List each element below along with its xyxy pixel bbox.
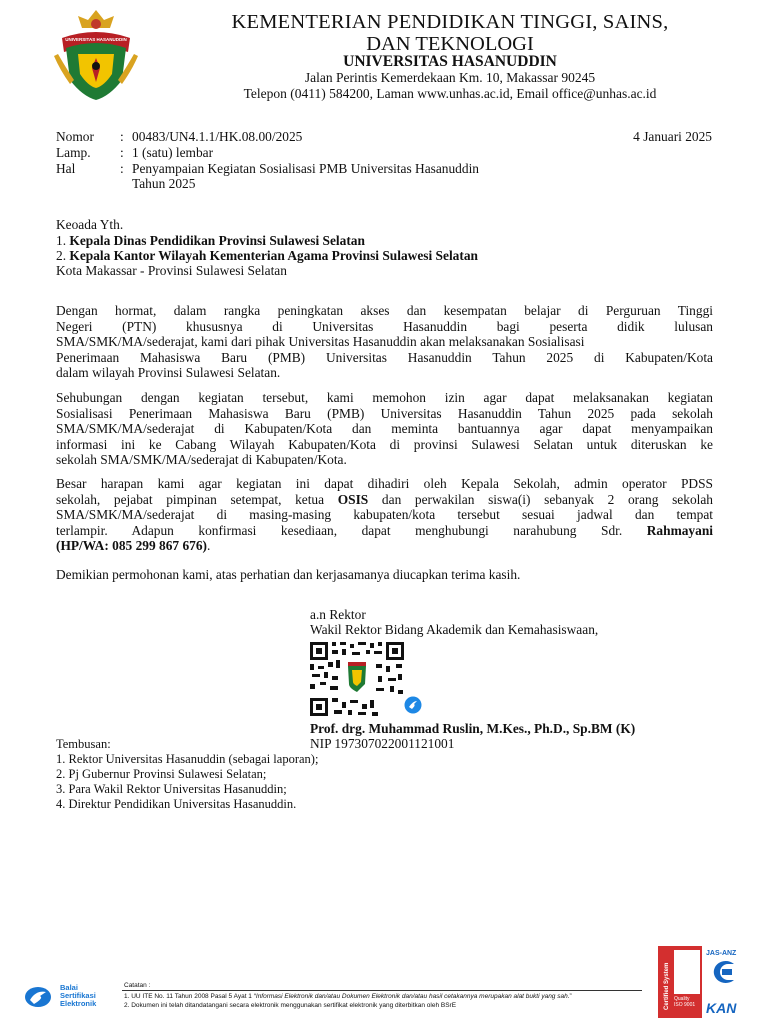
osis-text: OSIS	[337, 491, 369, 507]
signatory-position: Wakil Rektor Bidang Akademik dan Kemahasiswaan,	[310, 622, 599, 637]
hal-colon: :	[120, 161, 124, 176]
cc-item: 1. Rektor Universitas Hasanuddin (sebagai laporan);	[56, 752, 319, 766]
paragraph-2	[56, 390, 713, 468]
paragraph-line: Sosialisasi Penerimaan Mahasiswa Baru (PMB) Universitas Hasanuddin Tahun 2025 pada sekolah	[56, 405, 713, 421]
footer-note-text: 1. UU ITE No. 11 Tahun 2008 Pasal 5 Ayat 1 “	[124, 993, 256, 1000]
cc-item: 4. Direktur Pendidikan Universitas Hasanuddin.	[56, 797, 297, 811]
footer-note-quote: Informasi Elektronik dan/atau Dokumen Elektronik dan/atau hasil cetakannya merupakan alat bukti yang sah.	[255, 993, 570, 1000]
paragraph-text: terlampir. Adapun konfirmasi kesediaan, dapat menghubungi narahubung Sdr.	[56, 522, 647, 538]
signatory-on-behalf: a.n Rektor	[310, 607, 366, 622]
paragraph-line: sekolah SMA/SMK/MA/sederajat di Kabupaten/Kota.	[56, 452, 347, 468]
recipient-2-number: 2.	[56, 248, 67, 263]
paragraph-1	[56, 303, 713, 381]
paragraph-line: dalam wilayah Provinsi Sulawesi Selatan.	[56, 365, 281, 381]
paragraph-line: SMA/SMK/MA/sederajat di Kabupaten/Kota dan meminta bantuannya agar dapat menyampaikan	[56, 421, 713, 437]
lamp-colon: :	[120, 145, 124, 160]
hal-value-line1: Penyampaian Kegiatan Sosialisasi PMB Universitas Hasanuddin	[132, 161, 479, 176]
kan-logo-text: KAN	[706, 1000, 737, 1016]
paragraph-line: Sehubungan dengan kegiatan tersebut, kami memohon izin agar dapat melaksanakan kegiatan	[56, 390, 713, 405]
signatory-nip: NIP 197307022001121001	[310, 736, 455, 751]
paragraph-text: .	[207, 538, 211, 554]
contact-phone: (HP/WA: 085 299 867 676)	[56, 538, 208, 554]
footer-note-2: 2. Dokumen ini telah ditandatangani secara elektronik menggunakan sertifikat elektronik yang diterbitkan oleh BSrE	[124, 1002, 457, 1009]
paragraph-text: sekolah, pejabat pimpinan setempat, ketua	[56, 491, 338, 507]
nomor-value: 00483/UN4.1.1/HK.08.00/2025	[132, 129, 303, 144]
paragraph-3	[56, 476, 713, 554]
footer-note-1	[124, 993, 572, 1000]
signatory-name: Prof. drg. Muhammad Ruslin, M.Kes., Ph.D., Sp.BM (K)	[310, 721, 636, 736]
footer-divider	[122, 990, 642, 991]
iso-text: ISO 9001	[674, 1002, 696, 1008]
qr-code	[308, 640, 406, 718]
hal-value-line2: Tahun 2025	[132, 176, 196, 191]
paragraph-line: SMA/SMK/MA/sederajat, kami dari pihak Universitas Hasanuddin akan melaksanakan Sosialisasi	[56, 334, 585, 350]
bsre-text-line: Balai	[60, 983, 78, 992]
cc-item: 2. Pj Gubernur Provinsi Sulawesi Selatan;	[56, 767, 267, 781]
lamp-label: Lamp.	[56, 145, 91, 160]
certified-stripe	[674, 950, 700, 994]
footer-note-title: Catatan :	[124, 982, 151, 989]
ministry-name-line2: DAN TEKNOLOGI	[366, 33, 534, 55]
paragraph-line: informasi ini ke Cabang Wilayah Kabupaten/Kota di provinsi Sulawesi Selatan untuk diteruskan ke	[56, 436, 713, 452]
paragraph-line: SMA/SMK/MA/sederajat di masing-masing kabupaten/kota tersebut sesuai jadwal dan tempat	[56, 507, 713, 523]
contact-person: Rahmayani	[646, 522, 713, 538]
bsre-signature-mark	[404, 696, 422, 714]
recipient-1-name: Kepala Dinas Pendidikan Provinsi Sulawesi Selatan	[69, 233, 365, 248]
letter-date: 4 Januari 2025	[633, 129, 712, 144]
quality-label	[674, 996, 695, 1008]
university-name: UNIVERSITAS HASANUDDIN	[343, 53, 557, 70]
paragraph-text: dan perwakilan siswa(i) sebanyak 2 orang sekolah	[368, 491, 713, 507]
cc-title: Tembusan:	[56, 737, 111, 751]
paragraph-line	[56, 523, 713, 539]
address: Jalan Perintis Kemerdekaan Km. 10, Makassar 90245	[304, 70, 596, 85]
ministry-name-line1: KEMENTERIAN PENDIDIKAN TINGGI, SAINS,	[231, 11, 669, 33]
recipient-2	[56, 248, 478, 264]
certified-system-badge	[658, 946, 702, 1018]
recipient-1	[56, 233, 365, 249]
jas-anz-label: JAS-ANZ	[706, 950, 737, 957]
certified-system-label: Certified System	[664, 962, 670, 1010]
paragraph-line	[56, 538, 713, 554]
recipient-2-name: Kepala Kantor Wilayah Kementerian Agama Provinsi Sulawesi Selatan	[69, 248, 478, 263]
greeting: Keoada Yth.	[56, 217, 124, 232]
recipient-location: Kota Makassar - Provinsi Sulawesi Selatan	[56, 263, 287, 278]
jas-anz-logo-icon	[708, 960, 740, 984]
lamp-value: 1 (satu) lembar	[132, 145, 214, 160]
paragraph-line: Penerimaan Mahasiswa Baru (PMB) Universitas Hasanuddin Tahun 2025 di Kabupaten/Kota	[56, 349, 713, 365]
paragraph-4: Demikian permohonan kami, atas perhatian dan kerjasamanya diucapkan terima kasih.	[56, 567, 521, 582]
paragraph-line: Dengan hormat, dalam rangka peningkatan akses dan kesempatan belajar di Perguruan Tinggi	[56, 303, 713, 318]
quality-text: Quality	[674, 996, 690, 1002]
bsre-logo-text	[60, 984, 96, 1008]
nomor-colon: :	[120, 129, 124, 144]
cc-item: 3. Para Wakil Rektor Universitas Hasanuddin;	[56, 782, 287, 796]
hal-label: Hal	[56, 161, 76, 176]
university-logo	[52, 8, 140, 102]
recipient-1-number: 1.	[56, 233, 67, 248]
logo-text: UNIVERSITAS HASANUDDIN	[65, 37, 127, 42]
paragraph-line: Besar harapan kami agar kegiatan ini dapat dihadiri oleh Kepala Sekolah, admin operator PDSS	[56, 476, 713, 491]
paragraph-line	[56, 492, 713, 508]
bsre-logo-icon	[24, 986, 52, 1008]
paragraph-line: Negeri (PTN) khususnya di Universitas Hasanuddin bagi peserta didik lulusan	[56, 318, 713, 334]
footer-note-text: ”	[569, 993, 572, 1000]
contact-info: Telepon (0411) 584200, Laman www.unhas.ac.id, Email office@unhas.ac.id	[243, 86, 657, 101]
nomor-label: Nomor	[56, 129, 94, 144]
bsre-text-line: Elektronik	[60, 999, 97, 1008]
bsre-text-line: Sertifikasi	[60, 991, 96, 1000]
